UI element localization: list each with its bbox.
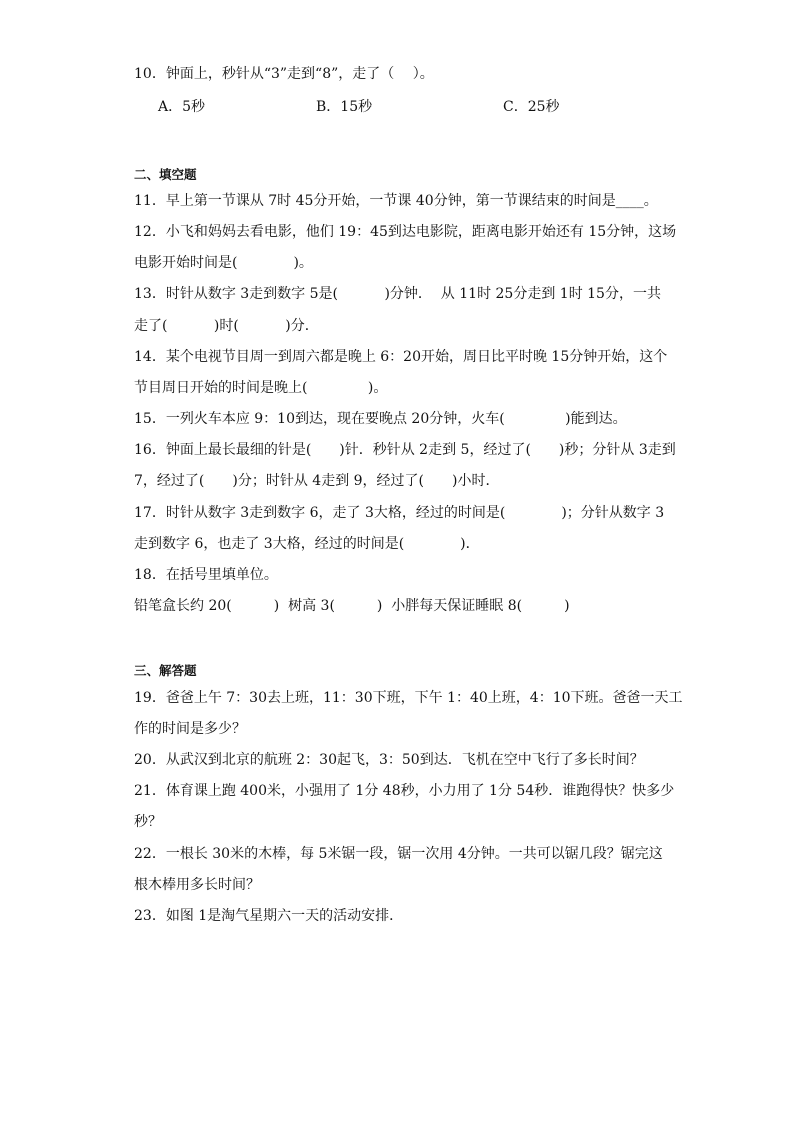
question-line: 16．钟面上最长最细的针是( )针．秒针从 2走到 5，经过了( )秒；分针从 3走到: [134, 442, 676, 458]
question-10-option-c: C．25秒: [503, 99, 560, 115]
section-3-title: 三、解答题: [134, 663, 197, 678]
question-line: 13．时针从数字 3走到数字 5是( )分钟． 从 11时 25分走到 1时 15分，一共: [134, 286, 661, 302]
question-10-option-a: A．5秒: [158, 99, 206, 115]
question-line: 23．如图 1是淘气星期六一天的活动安排．: [134, 908, 404, 924]
question-line: 走了( )时( )分．: [134, 318, 319, 334]
question-line: 电影开始时间是( )。: [134, 255, 313, 271]
question-line: 走到数字 6，也走了 3大格，经过的时间是( )．: [134, 536, 480, 552]
question-line: 22．一根长 30米的木棒，每 5米锯一段，锯一次用 4分钟。一共可以锯几段？锯完这: [134, 846, 663, 862]
question-line: 节目周日开始的时间是晚上( )。: [134, 380, 388, 396]
question-line: 根木棒用多长时间？: [134, 877, 260, 893]
question-line: 17．时针从数字 3走到数字 6，走了 3大格，经过的时间是( )；分针从数字 3: [134, 505, 665, 521]
question-line: 18．在括号里填单位。: [134, 567, 278, 583]
question-line: 15．一列火车本应 9：10到达，现在要晚点 20分钟，火车( )能到达。: [134, 411, 627, 427]
question-line: 7，经过了( )分；时针从 4走到 9，经过了( )小时．: [134, 473, 500, 489]
question-line: 铅笔盒长约 20( ) 树高 3( ) 小胖每天保证睡眠 8( ): [134, 598, 570, 614]
question-10-option-b: B．15秒: [316, 99, 373, 115]
question-line: 秒？: [134, 814, 162, 830]
question-line: 14．某个电视节目周一到周六都是晚上 6：20开始，周日比平时晚 15分钟开始，这个: [134, 349, 668, 365]
question-line: 21．体育课上跑 400米，小强用了 1分 48秒，小力用了 1分 54秒．谁跑得快？快多少: [134, 783, 675, 799]
question-line: 11．早上第一节课从 7时 45分开始，一节课 40分钟，第一节课结束的时间是____。: [134, 193, 658, 209]
question-10-stem: 10．钟面上，秒针从“3”走到“8”，走了（ ）。: [134, 66, 434, 82]
question-line: 作的时间是多少？: [134, 721, 246, 737]
question-line: 12．小飞和妈妈去看电影，他们 19：45到达电影院，距离电影开始还有 15分钟，这场: [134, 224, 677, 240]
question-line: 20．从武汉到北京的航班 2：30起飞，3：50到达．飞机在空中飞行了多长时间？: [134, 752, 644, 768]
question-line: 19．爸爸上午 7：30去上班，11：30下班，下午 1：40上班，4：10下班。爸爸一天工: [134, 690, 683, 706]
section-2-title: 二、填空题: [134, 167, 197, 182]
